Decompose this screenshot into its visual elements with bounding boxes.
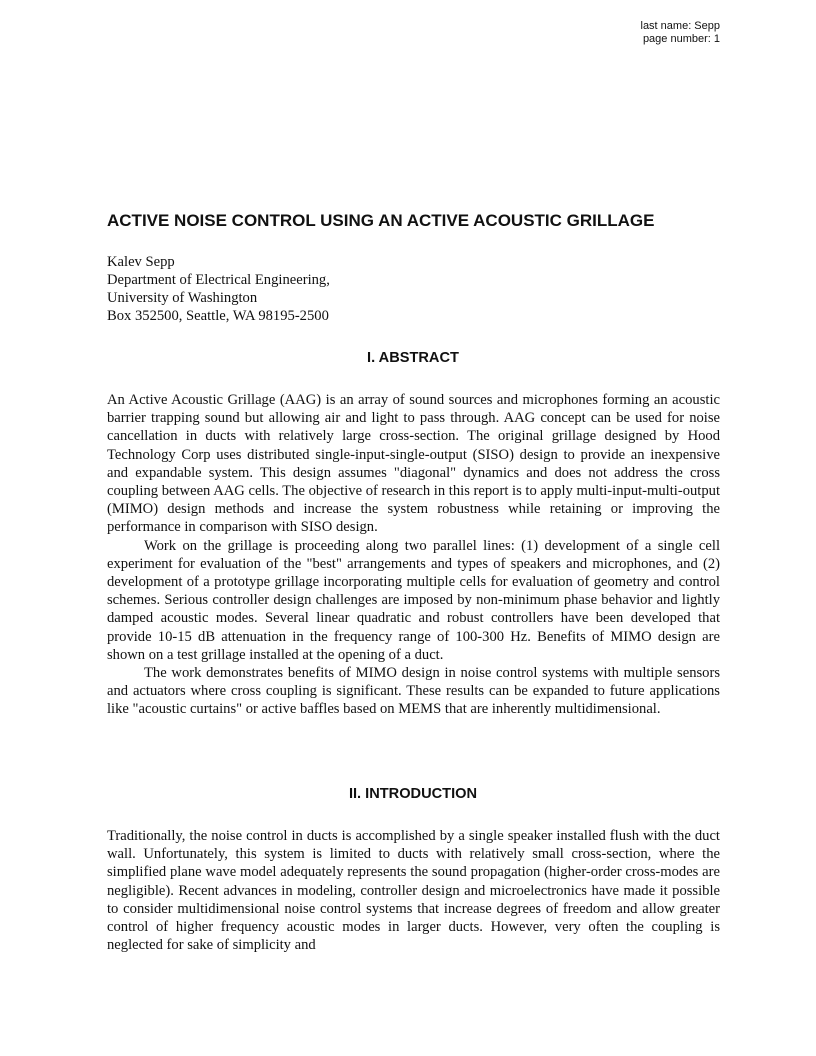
abstract-heading: I. ABSTRACT [367, 350, 459, 366]
running-header [641, 20, 721, 46]
introduction-heading: II. INTRODUCTION [348, 786, 478, 802]
abstract-paragraph-3: The work demonstrates benefits of MIMO design in noise control systems with multiple sensors and actuators where cross coupling is significant. These results can be expanded to future applications like "acoustic curtains" or active baffles based on MEMS that are inherently multidimensional. [107, 665, 720, 718]
author-name: Kalev Sepp [107, 254, 175, 270]
author-block [107, 253, 330, 325]
abstract-paragraph-2: Work on the grillage is proceeding along two parallel lines: (1) development of a single cell experiment for evaluation of the "best" arrangements and types of speakers and microphones, and (2) development of a prototype grillage incorporating multiple cells for evaluation of geometry and control schemes. Serious controller design challenges are imposed by non-minimum phase behavior and lightly damped acoustic modes. Several linear quadratic and robust controllers have been developed that provide 10-15 dB attenuation in the frequency range of 100-300 Hz. Benefits of MIMO design are shown on a test grillage installed at the opening of a duct. [107, 537, 720, 663]
header-page-number: page number: 1 [642, 33, 720, 45]
author-address: Box 352500, Seattle, WA 98195-2500 [107, 308, 329, 324]
introduction-paragraph-1: Traditionally, the noise control in ducts is accomplished by a single speaker installed flush with the duct wall. Unfortunately, this system is limited to ducts with relatively small cross-section, where the simplified plane wave model adequately represents the sound propagation (higher-order cross-modes are negligible). Recent advances in modeling, controller design and microelectronics have made it possible to consider multidimensional noise control systems that increase degrees of freedom and allow greater control of higher frequency acoustic modes in larger ducts. However, very often the coupling is neglected for sake of simplicity and [107, 828, 720, 954]
author-university: University of Washington [107, 290, 258, 306]
abstract-body [107, 391, 720, 719]
introduction-body [107, 827, 720, 954]
abstract-paragraph-1: An Active Acoustic Grillage (AAG) is an array of sound sources and microphones forming an acoustic barrier trapping sound but allowing air and light to pass through. AAG concept can be used for noise cancellation in ducts with relatively large cross-section. The original grillage designed by Hood Technology Corp uses distributed single-input-single-output (SISO) design to provide an inexpensive and expandable system. This design assumes "diagonal" dynamics and does not address the cross coupling between AAG cells. The objective of research in this report is to apply multi-input-multi-output (MIMO) design methods and increase the system robustness while retaining or improving the performance in comparison with SISO design. [107, 392, 720, 536]
author-department: Department of Electrical Engineering, [107, 272, 330, 288]
header-last-name: last name: Sepp [640, 20, 720, 32]
paper-title: ACTIVE NOISE CONTROL USING AN ACTIVE ACOUSTIC GRILLAGE [107, 211, 655, 230]
